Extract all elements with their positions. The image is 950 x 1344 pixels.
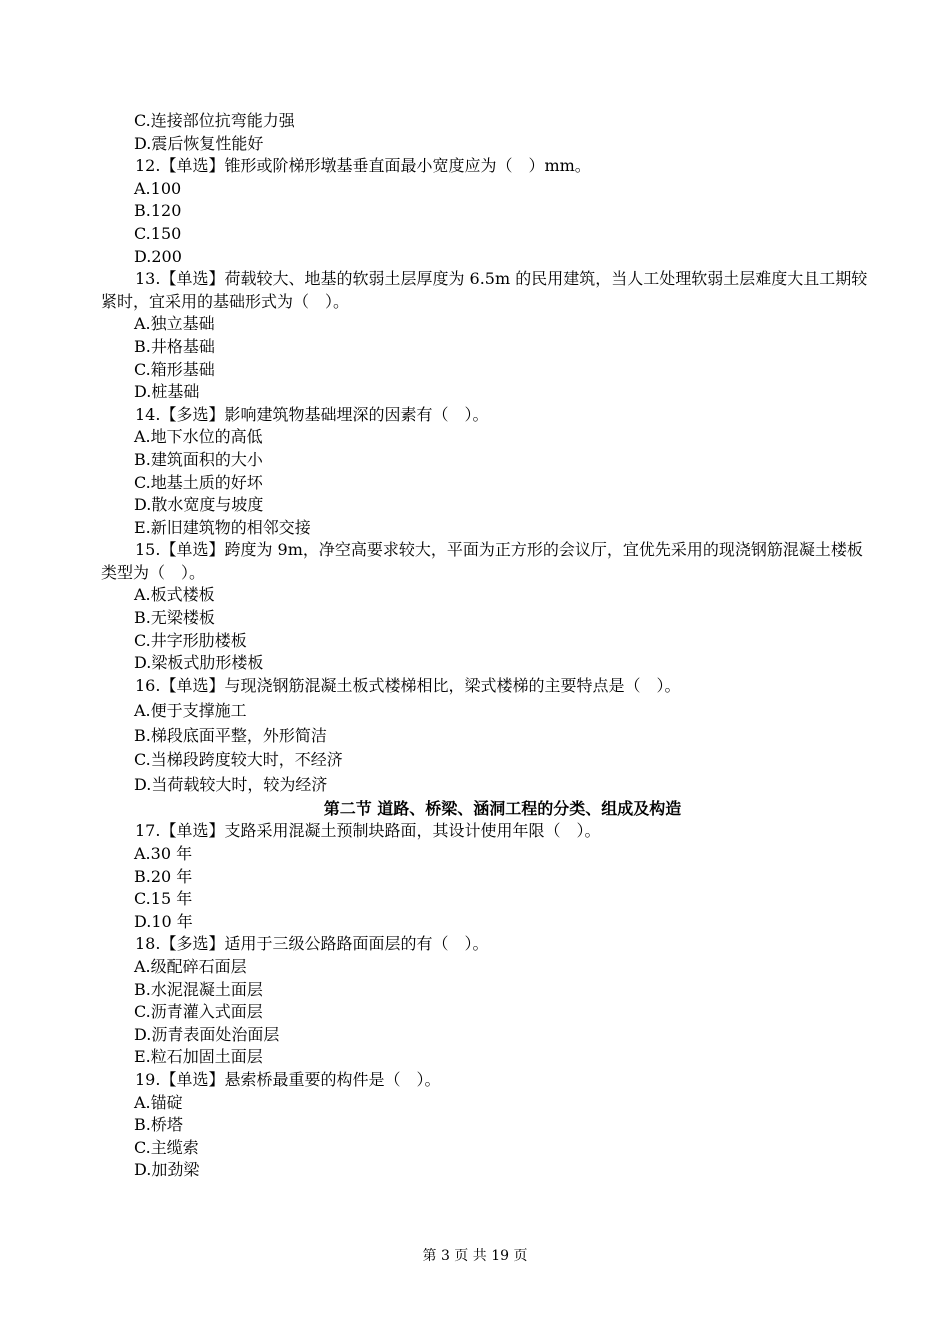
option-c: C.150 — [134, 223, 182, 243]
option-d: D.加劲梁 — [134, 1160, 200, 1180]
option-a: A.地下水位的高低 — [134, 427, 263, 447]
option-a: A.30 年 — [134, 844, 193, 864]
option-a: A.板式楼板 — [134, 585, 215, 605]
option-c: C.主缆索 — [134, 1137, 199, 1157]
option-b: B.建筑面积的大小 — [134, 449, 263, 469]
option-d: D.沥青表面处治面层 — [134, 1024, 280, 1044]
question-12: 12.【单选】锥形或阶梯形墩基垂直面最小宽度应为（ ）mm。 — [135, 156, 591, 176]
option-d: D.10 年 — [134, 911, 193, 931]
option-b: B.无梁楼板 — [134, 608, 215, 628]
question-18: 18.【多选】适用于三级公路路面面层的有（ ）。 — [135, 934, 489, 954]
option-c: C.15 年 — [134, 889, 193, 909]
option-c: C.箱形基础 — [134, 359, 215, 379]
section-title: 第二节 道路、桥梁、涵洞工程的分类、组成及构造 — [323, 799, 682, 819]
question-19: 19.【单选】悬索桥最重要的构件是（ ）。 — [135, 1069, 441, 1089]
page-footer: 第 3 页 共 19 页 — [422, 1248, 528, 1264]
option-b: B.井格基础 — [134, 336, 215, 356]
question-14: 14.【多选】影响建筑物基础埋深的因素有（ ）。 — [135, 404, 489, 424]
option-a: A.100 — [134, 178, 182, 198]
option-d: D.当荷载较大时，较为经济 — [134, 774, 328, 794]
option-d: D.散水宽度与坡度 — [134, 495, 264, 515]
option-d: D.震后恢复性能好 — [134, 133, 264, 153]
option-b: B.梯段底面平整，外形简洁 — [134, 725, 327, 745]
option-a: A.便于支撑施工 — [134, 701, 247, 721]
option-b: B.桥塔 — [134, 1115, 183, 1135]
option-d: D.桩基础 — [134, 382, 200, 402]
question-13: 13.【单选】荷载较大、地基的软弱土层厚度为 6.5m 的民用建筑，当人工处理软弱土层难度大且工期较紧时，宜采用的基础形式为（ ）。 — [101, 269, 868, 311]
option-d: D.梁板式肋形楼板 — [134, 653, 264, 673]
question-16: 16.【单选】与现浇钢筋混凝土板式楼梯相比，梁式楼梯的主要特点是（ ）。 — [135, 675, 681, 695]
option-c: C.连接部位抗弯能力强 — [134, 111, 295, 130]
option-b: B.20 年 — [134, 866, 193, 886]
option-b: B.120 — [134, 201, 182, 221]
option-c: C.沥青灌入式面层 — [134, 1002, 263, 1022]
option-a: A.独立基础 — [134, 314, 215, 334]
option-a: A.锚碇 — [134, 1092, 183, 1112]
question-15: 15.【单选】跨度为 9m，净空高要求较大，平面为正方形的会议厅，宜优先采用的现浇钢筋混凝土楼板类型为（ ）。 — [101, 540, 863, 582]
option-c: C.当梯段跨度较大时，不经济 — [134, 750, 343, 770]
option-c: C.地基土质的好坏 — [134, 472, 263, 492]
option-e: E.粒石加固土面层 — [134, 1047, 263, 1067]
option-e: E.新旧建筑物的相邻交接 — [134, 517, 311, 537]
option-d: D.200 — [134, 246, 182, 266]
option-a: A.级配碎石面层 — [134, 957, 247, 976]
question-17: 17.【单选】支路采用混凝土预制块路面，其设计使用年限（ ）。 — [135, 821, 601, 841]
option-c: C.井字形肋楼板 — [134, 630, 247, 650]
page-content — [101, 110, 871, 1182]
option-b: B.水泥混凝土面层 — [134, 979, 263, 999]
